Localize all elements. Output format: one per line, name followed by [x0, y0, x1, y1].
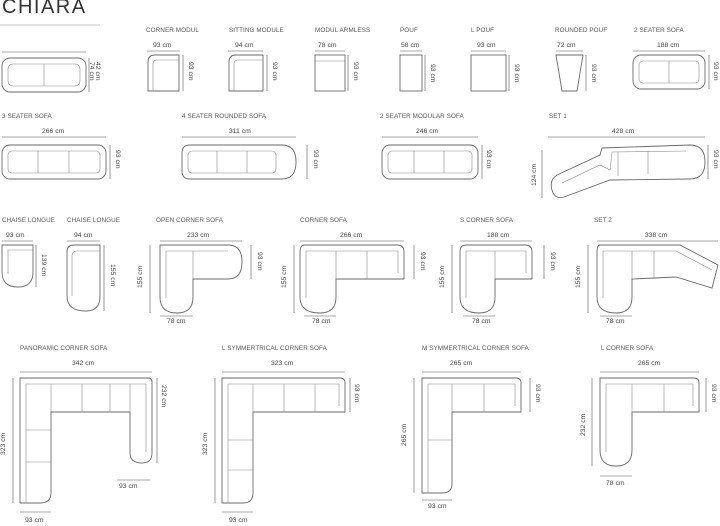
set1-height: 124 cm — [531, 163, 538, 186]
rounded-pouf-drawing — [556, 51, 586, 91]
chaise-2-width: 94 cm — [74, 232, 93, 239]
set1-title: SET 1 — [549, 113, 567, 120]
chaise-1-width: 93 cm — [6, 232, 25, 239]
corner-modul-title: CORNER MODUL — [146, 27, 199, 34]
l-symmetrical-title: L SYMMERTRICAL CORNER SOFA — [222, 345, 327, 352]
corner-height: 155 cm — [281, 265, 288, 288]
panoramic-height: 323 cm — [0, 432, 7, 455]
l-pouf-title: L POUF — [471, 27, 495, 34]
three-seater-height: 93 cm — [114, 150, 121, 169]
set2-width: 338 cm — [645, 232, 668, 239]
chaise-longue-2-drawing — [67, 241, 104, 311]
corner-height-right: 93 cm — [419, 252, 426, 271]
two-seater-width: 188 cm — [657, 42, 680, 49]
sitting-module-height: 93 cm — [271, 62, 278, 81]
two-seater-modular-drawing — [382, 137, 482, 179]
l-corner-drawing — [592, 372, 706, 476]
chaise-longue-1-drawing — [2, 241, 36, 287]
panoramic-drawing — [13, 372, 157, 512]
set2-drawing — [588, 241, 718, 316]
two-seater-modular-title: 2 SEATER MODULAR SOFA — [380, 113, 464, 120]
s-corner-drawing — [452, 241, 544, 316]
sitting-module-drawing — [228, 51, 267, 91]
s-corner-height-right: 93 cm — [549, 252, 556, 271]
corner-depth: 78 cm — [312, 318, 331, 325]
corner-modul-height: 93 cm — [187, 62, 194, 81]
rounded-pouf-height: 93 cm — [590, 64, 597, 83]
rounded-pouf-width: 72 cm — [557, 42, 576, 49]
panoramic-height-right: 232 cm — [160, 385, 167, 408]
sitting-module-title: SITTING MODULE — [229, 27, 284, 34]
m-symmetrical-height: 265 cm — [401, 423, 408, 446]
two-seater-height: 93 cm — [712, 62, 719, 81]
l-corner-height-right: 93 cm — [710, 384, 717, 403]
s-corner-width: 188 cm — [487, 232, 510, 239]
pouf-width: 58 cm — [401, 42, 420, 49]
set1-drawing — [542, 137, 708, 198]
m-symmetrical-title: M SYMMERTRICAL CORNER SOFA — [422, 345, 529, 352]
l-symmetrical-depth: 93 cm — [229, 517, 248, 524]
l-corner-height: 232 cm — [580, 413, 587, 436]
modul-armless-drawing — [315, 51, 348, 91]
open-corner-title: OPEN CORNER SOFA — [156, 217, 224, 224]
s-corner-depth: 78 cm — [472, 318, 491, 325]
two-seater-modular-width: 246 cm — [416, 128, 439, 135]
sofa-74-height: 42 cm — [94, 62, 101, 81]
four-seater-rounded-drawing — [182, 137, 307, 179]
panoramic-depth: 93 cm — [25, 517, 44, 524]
open-corner-height: 155 cm — [137, 265, 144, 288]
l-symmetrical-drawing — [215, 372, 350, 512]
open-corner-height-right: 93 cm — [256, 252, 263, 271]
two-seater-title: 2 SEATER SOFA — [634, 27, 684, 34]
modul-armless-width: 78 cm — [318, 42, 337, 49]
s-corner-height: 155 cm — [439, 265, 446, 288]
s-corner-title: S CORNER SOFA — [460, 217, 514, 224]
three-seater-title: 3 SEATER SOFA — [2, 113, 52, 120]
open-corner-drawing — [150, 241, 251, 316]
set2-title: SET 2 — [594, 217, 612, 224]
m-symmetrical-drawing — [414, 372, 530, 500]
set2-height: 155 cm — [575, 265, 582, 288]
three-seater-width: 266 cm — [42, 128, 65, 135]
chaise-2-height: 155 cm — [109, 264, 116, 287]
corner-modul-width: 93 cm — [153, 42, 172, 49]
corner-width: 266 cm — [340, 232, 363, 239]
rounded-pouf-title: ROUNDED POUF — [555, 27, 608, 34]
l-pouf-height: 93 cm — [513, 64, 520, 83]
corner-modul-drawing — [147, 51, 183, 91]
pouf-title: POUF — [400, 27, 418, 34]
two-seater-modular-height: 93 cm — [485, 150, 492, 169]
m-symmetrical-height-right: 93 cm — [534, 384, 541, 403]
l-symmetrical-height: 323 cm — [202, 432, 209, 455]
chaise-2-title: CHAISE LONGUE — [67, 217, 121, 224]
panoramic-width: 342 cm — [72, 360, 95, 367]
m-symmetrical-width: 265 cm — [450, 360, 473, 367]
open-corner-depth: 78 cm — [167, 318, 186, 325]
modul-armless-title: MODUL ARMLESS — [315, 27, 371, 34]
panoramic-depth-right: 93 cm — [119, 483, 138, 490]
l-corner-depth: 78 cm — [606, 480, 625, 487]
chaise-1-height: 139 cm — [40, 254, 47, 277]
set2-depth: 78 cm — [606, 318, 625, 325]
corner-drawing — [294, 241, 414, 316]
l-pouf-drawing — [471, 51, 509, 91]
set1-width: 428 cm — [612, 128, 635, 135]
panoramic-title: PANORAMIC CORNER SOFA — [20, 345, 108, 352]
two-seater-drawing — [633, 51, 709, 89]
sofa-74-width: 74 cm — [88, 62, 95, 81]
modul-armless-height: 93 cm — [352, 62, 359, 81]
l-corner-width: 265 cm — [638, 360, 661, 367]
sofa-74-drawing — [2, 52, 89, 92]
brand-title: CHIARA — [2, 0, 87, 18]
l-pouf-width: 93 cm — [477, 42, 496, 49]
four-seater-rounded-width: 311 cm — [229, 128, 251, 135]
chaise-1-title: CHAISE LONGUE — [2, 217, 56, 224]
open-corner-width: 233 cm — [187, 232, 210, 239]
l-corner-title: L CORNER SOFA — [601, 345, 654, 352]
set1-height-right: 93 cm — [712, 150, 719, 169]
four-seater-rounded-height: 93 cm — [312, 150, 319, 169]
three-seater-drawing — [2, 137, 110, 179]
pouf-drawing — [400, 51, 425, 91]
m-symmetrical-depth: 93 cm — [428, 503, 447, 510]
sitting-module-width: 94 cm — [235, 42, 254, 49]
four-seater-rounded-title: 4 SEATER ROUNDED SOFA — [182, 113, 267, 120]
pouf-height: 93 cm — [429, 64, 436, 83]
l-symmetrical-width: 323 cm — [271, 360, 294, 367]
corner-title: CORNER SOFA — [300, 217, 347, 224]
l-symmetrical-height-right: 93 cm — [353, 384, 360, 403]
